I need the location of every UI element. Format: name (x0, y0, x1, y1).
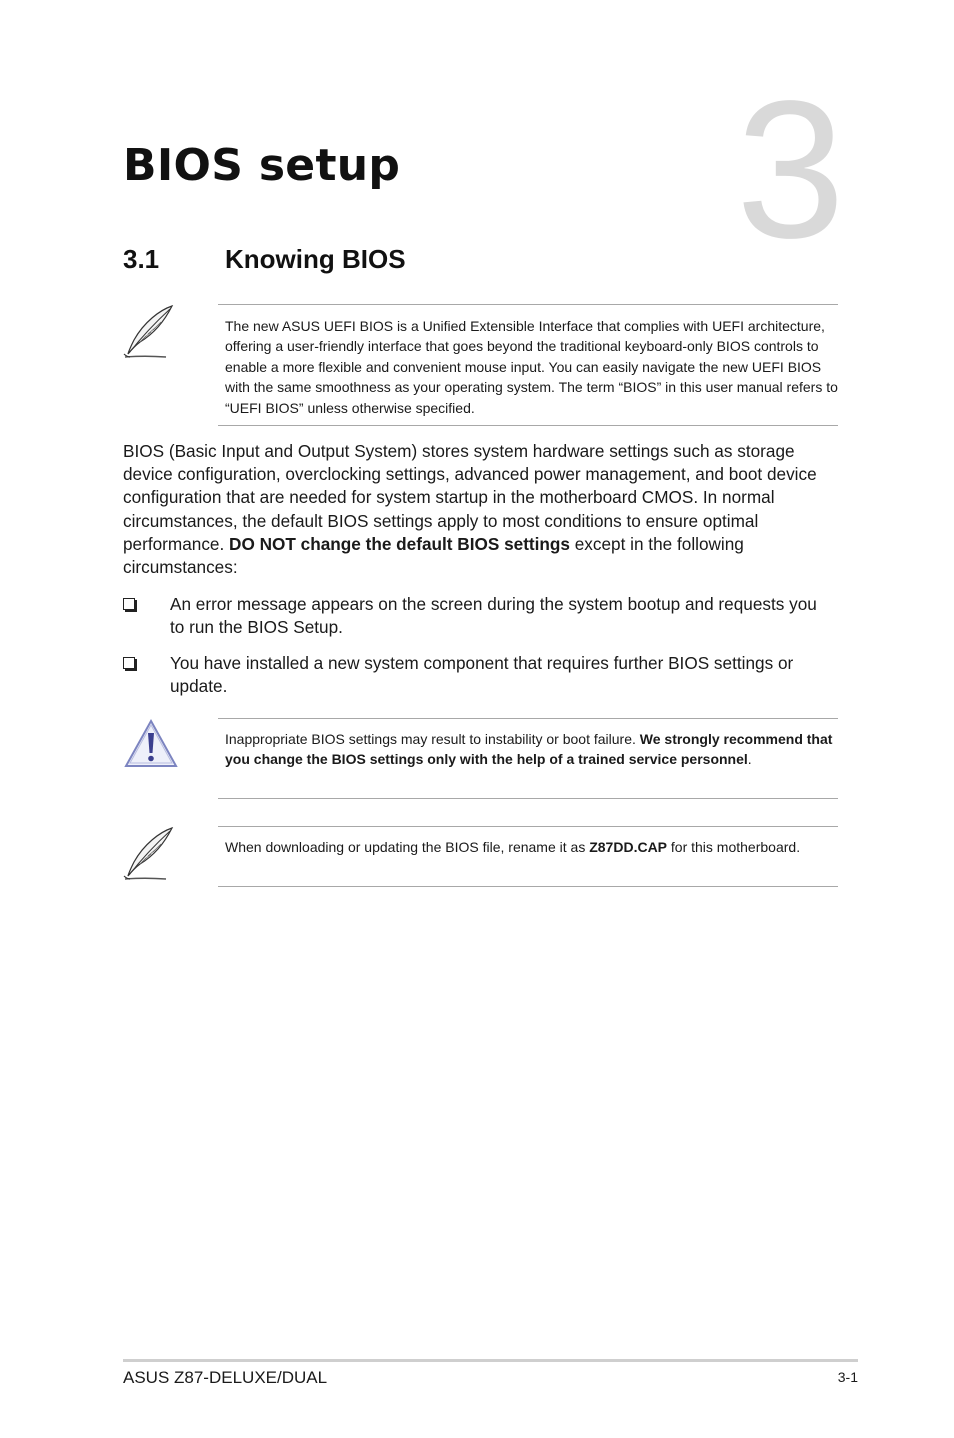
note-box-filename (218, 826, 838, 887)
warning-bold-text: We strongly recommend that you change the BIOS settings only with the help of a trained service personnel (225, 731, 833, 768)
feather-note-icon (120, 302, 180, 362)
intro-bold-text: DO NOT change the default BIOS settings (229, 533, 570, 554)
footer-divider (123, 1359, 858, 1362)
chapter-number: 3 (736, 60, 846, 279)
section-heading (123, 244, 406, 275)
warning-triangle-icon (122, 716, 180, 772)
note-text: The new ASUS UEFI BIOS is a Unified Extensible Interface that complies with UEFI architecture, offering a user-friendly interface that goes beyond the traditional keyboard-only BIOS controls to enable a more flexible and convenient mouse input. You can easily navigate the new UEFI BIOS with the same smoothness as your operating system. The term “BIOS” in this user manual refers to “UEFI BIOS” unless otherwise specified. (225, 318, 838, 416)
intro-tail-text: except in the following circumstances: (123, 533, 744, 578)
note-bold-filename: Z87DD.CAP (589, 839, 668, 855)
warning-text (218, 729, 838, 770)
note-tail-text: for this motherboard. (667, 839, 801, 855)
intro-text: BIOS (Basic Input and Output System) stores system hardware settings such as storage device configuration, overclocking settings, advanced power management, and boot device configuration that are needed for system startup in the motherboard CMOS. In normal circumstances, the default BIOS settings apply to most conditions to ensure optimal performance. (123, 441, 817, 554)
checkbox-bullet-icon (123, 657, 135, 669)
list-item (123, 593, 835, 639)
section-title: Knowing BIOS (225, 244, 406, 274)
warning-plain-text: Inappropriate BIOS settings may result to instability or boot failure. (225, 731, 640, 747)
list-item (123, 652, 835, 698)
feather-note-icon (120, 824, 180, 884)
warning-tail-text: . (747, 751, 752, 768)
list-item-text: You have installed a new system component that requires further BIOS settings or update. (170, 653, 794, 697)
chapter-title: BIOS setup (123, 140, 401, 191)
checkbox-bullet-icon (123, 598, 135, 610)
note-box-uefi (218, 304, 838, 426)
page-number: 3-1 (837, 1369, 858, 1385)
section-number: 3.1 (123, 244, 160, 274)
list-item-text: An error message appears on the screen during the system bootup and requests you to run the BIOS Setup. (170, 594, 817, 638)
note-plain-text: When downloading or updating the BIOS file, rename it as (225, 839, 590, 855)
note-text (218, 837, 838, 857)
warning-box (218, 718, 838, 799)
intro-paragraph (123, 440, 835, 579)
footer-product-name: ASUS Z87-DELUXE/DUAL (123, 1368, 328, 1387)
